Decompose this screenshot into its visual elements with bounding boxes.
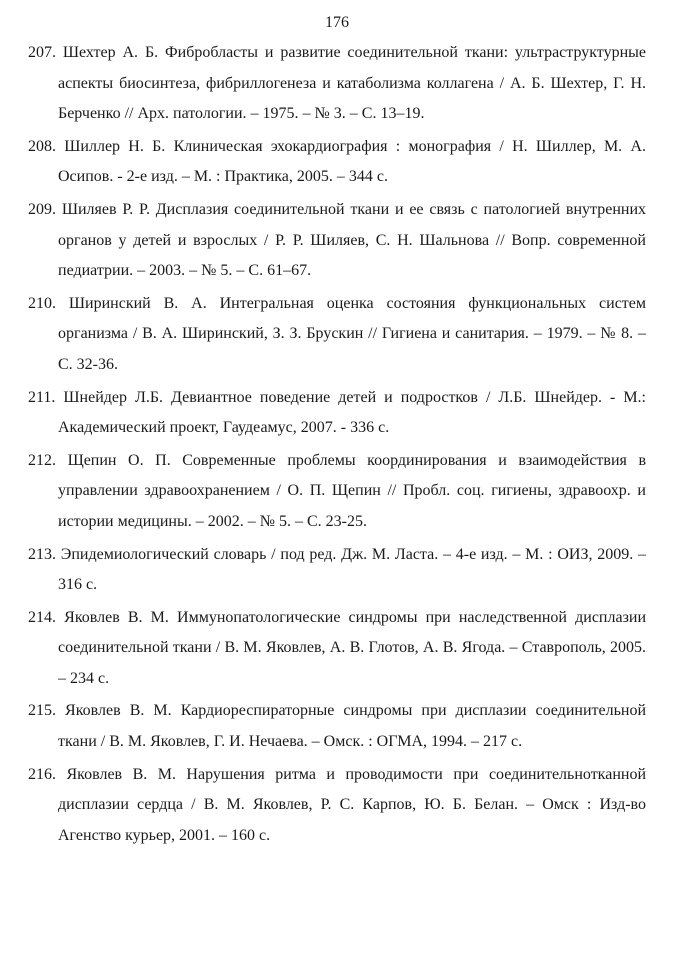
reference-item (28, 132, 646, 193)
reference-text: Ширинский В. А. Интегральная оценка состояния функциональных систем организма / В. А. Ширинский, З. З. Брускин // Гигиена и санитария. – 1979. – № 8. – С. 32-36. (58, 294, 647, 373)
reference-number: 211. (28, 388, 64, 406)
reference-text: Эпидемиологический словарь / под ред. Дж. М. Ласта. – 4-е изд. – М. : ОИЗ, 2009. – 316 с. (58, 545, 647, 594)
reference-text: Яковлев В. М. Кардиореспираторные синдромы при дисплазии соединительной ткани / В. М. Яковлев, Г. И. Нечаева. – Омск. : ОГМА, 1994. – 217 с. (58, 702, 647, 751)
reference-text: Щепин О. П. Современные проблемы координирования и взаимодействия в управлении здравоохранением / О. П. Щепин // Пробл. соц. гигиены, здравоохр. и истории медицины. – 2002. – № 5. – С. 23-25. (58, 451, 647, 530)
reference-text: Яковлев В. М. Нарушения ритма и проводимости при соединительнотканной дисплазии сердца / В. М. Яковлев, Р. С. Карпов, Ю. Б. Белан. – Омск : Изд-во Агенство курьер, 2001. – 160 с. (58, 765, 647, 844)
reference-text: Шиляев Р. Р. Дисплазия соединительной ткани и ее связь с патологией внутренних органов у детей и взрослых / Р. Р. Шиляев, С. Н. Шальнова // Вопр. современной педиатрии. – 2003. – № 5. – С. 61–67. (58, 200, 647, 280)
reference-number: 213. (28, 545, 61, 563)
reference-item (28, 446, 646, 538)
reference-number: 207. (28, 44, 63, 61)
reference-number: 214. (28, 608, 65, 626)
page-number: 176 (325, 14, 349, 31)
reference-item (28, 603, 646, 695)
reference-number: 208. (28, 137, 65, 155)
reference-text: Яковлев В. М. Иммунопатологические синдромы при наследственной дисплазии соединительной ткани / В. М. Яковлев, А. В. Глотов, А. В. Ягода. – Ставрополь, 2005. – 234 с. (58, 608, 647, 687)
reference-item (28, 289, 646, 381)
reference-number: 209. (28, 200, 62, 218)
reference-item (28, 195, 646, 287)
reference-text: Шнейдер Л.Б. Девиантное поведение детей и подростков / Л.Б. Шнейдер. - М.: Академический проект, Гаудеамус, 2007. - 336 с. (58, 388, 646, 437)
reference-item (28, 696, 646, 757)
reference-text: Шиллер Н. Б. Клиническая эхокардиография : монография / Н. Шиллер, М. А. Осипов. - 2-е изд. – М. : Практика, 2005. – 344 с. (58, 137, 646, 186)
reference-text: Шехтер А. Б. Фибробласты и развитие соединительной ткани: ультраструктурные аспекты биосинтеза, фибриллогенеза и катаболизма коллагена / А. Б. Шехтер, Г. Н. Берченко // Арх. патологии. – 1975. – № 3. – С. 13–19. (58, 44, 647, 123)
reference-item (28, 383, 646, 444)
reference-list (28, 38, 646, 853)
reference-number: 216. (28, 765, 67, 783)
reference-item (28, 540, 646, 601)
reference-item (28, 38, 646, 130)
reference-number: 212. (28, 451, 68, 469)
reference-number: 215. (28, 702, 66, 720)
reference-number: 210. (28, 294, 69, 312)
reference-item (28, 760, 646, 852)
